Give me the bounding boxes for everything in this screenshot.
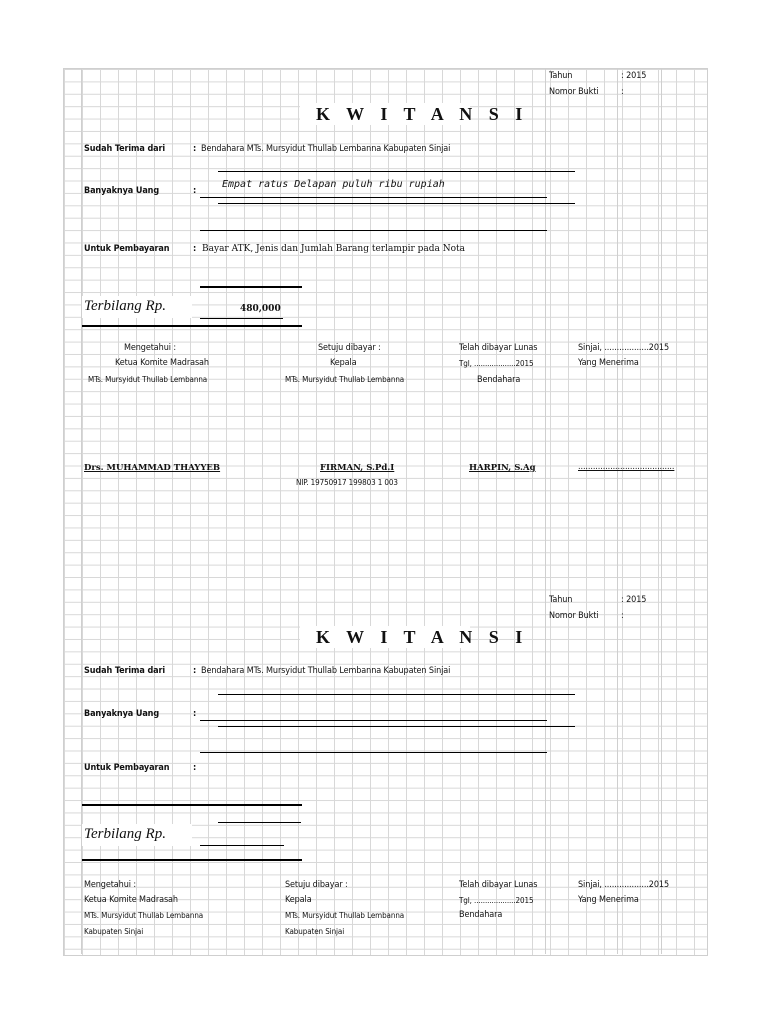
underline [200, 720, 547, 721]
underline [218, 694, 575, 695]
signature-kepala: FIRMAN, S.Pd.I [320, 463, 395, 473]
banyaknya-uang-value: Empat ratus Delapan puluh ribu rupiah [222, 179, 445, 190]
sudah-terima-value: Bendahara MTs. Mursyidut Thullab Lembanna Kabupaten Sinjai [201, 666, 451, 676]
mengetahui-label: Mengetahui : [124, 343, 176, 353]
nomor-bukti-value: : [621, 87, 624, 97]
sudah-terima-colon: : [193, 666, 197, 676]
lunas-label: Telah dibayar Lunas [459, 343, 538, 353]
banyaknya-uang-colon: : [193, 709, 197, 719]
tgl-label: Tgl, ...................2015 [459, 359, 534, 368]
grid-column-line [545, 68, 546, 954]
nip-kepala: NIP. 19750917 199803 1 003 [296, 478, 398, 487]
yang-menerima-label: Yang Menerima [578, 895, 639, 905]
kepala-label: Kepala [285, 895, 312, 905]
nomor-bukti-label: Nomor Bukti [549, 87, 599, 97]
ketua-kabupaten: Kabupaten Sinjai [84, 927, 144, 936]
ketua-komite-label: Ketua Komite Madrasah [115, 358, 209, 368]
ketua-institution: MTs. Mursyidut Thullab Lembanna [88, 375, 208, 384]
bendahara-label: Bendahara [459, 910, 503, 920]
amount-value: 480,000 [240, 304, 281, 314]
untuk-pembayaran-colon: : [193, 763, 197, 773]
tahun-value: : 2015 [621, 595, 647, 605]
ketua-komite-label: Ketua Komite Madrasah [84, 895, 178, 905]
tahun-label: Tahun [549, 71, 573, 81]
sudah-terima-colon: : [193, 144, 197, 154]
lunas-label: Telah dibayar Lunas [459, 880, 538, 890]
banyaknya-uang-label: Banyaknya Uang [84, 709, 160, 719]
signature-ketua: Drs. MUHAMMAD THAYYEB [84, 463, 221, 473]
signature-penerima: ....................................... [578, 462, 675, 472]
amount-underline [218, 822, 301, 823]
amount-underline [200, 845, 284, 846]
grid-column-line [661, 68, 662, 954]
sinjai-date: Sinjai, ..................2015 [578, 880, 670, 890]
underline [218, 171, 575, 172]
setuju-label: Setuju dibayar : [285, 880, 348, 890]
receipt-title: K W I T A N S I [316, 104, 529, 124]
bendahara-label: Bendahara [477, 375, 521, 385]
nomor-bukti-value: : [621, 611, 624, 621]
terbilang-label: Terbilang Rp. [84, 298, 166, 314]
kepala-institution: MTs. Mursyidut Thullab Lembanna [285, 911, 405, 920]
amount-underline [200, 318, 283, 319]
mengetahui-label: Mengetahui : [84, 880, 136, 890]
kepala-institution: MTs. Mursyidut Thullab Lembanna [285, 375, 405, 384]
tahun-value: : 2015 [621, 71, 647, 81]
amount-box-top [82, 804, 302, 806]
underline [200, 752, 547, 753]
banyaknya-uang-label: Banyaknya Uang [84, 186, 160, 196]
sudah-terima-value: Bendahara MTs. Mursyidut Thullab Lembanna Kabupaten Sinjai [201, 144, 451, 154]
underline [218, 726, 575, 727]
amount-box-top [200, 286, 302, 288]
sinjai-date: Sinjai, ..................2015 [578, 343, 670, 353]
underline [218, 203, 575, 204]
grid-column-line [617, 68, 618, 954]
spreadsheet-grid [63, 68, 708, 956]
yang-menerima-label: Yang Menerima [578, 358, 639, 368]
underline [200, 197, 547, 198]
underline [200, 230, 547, 231]
kepala-label: Kepala [330, 358, 357, 368]
amount-box-bottom [82, 859, 302, 861]
receipt-title: K W I T A N S I [316, 627, 529, 647]
untuk-pembayaran-value: Bayar ATK, Jenis dan Jumlah Barang terlampir pada Nota [202, 244, 466, 254]
tahun-label: Tahun [549, 595, 573, 605]
sudah-terima-label: Sudah Terima dari [84, 666, 166, 676]
kepala-kabupaten: Kabupaten Sinjai [285, 927, 345, 936]
amount-box-bottom [82, 325, 302, 327]
untuk-pembayaran-colon: : [193, 244, 197, 254]
nomor-bukti-label: Nomor Bukti [549, 611, 599, 621]
ketua-institution: MTs. Mursyidut Thullab Lembanna [84, 911, 204, 920]
setuju-label: Setuju dibayar : [318, 343, 381, 353]
tgl-label: Tgl, ...................2015 [459, 896, 534, 905]
untuk-pembayaran-label: Untuk Pembayaran [84, 244, 170, 254]
signature-bendahara: HARPIN, S.Ag [469, 463, 536, 473]
sudah-terima-label: Sudah Terima dari [84, 144, 166, 154]
terbilang-label: Terbilang Rp. [84, 826, 166, 842]
grid-column-line [81, 68, 82, 954]
untuk-pembayaran-label: Untuk Pembayaran [84, 763, 170, 773]
banyaknya-uang-colon: : [193, 186, 197, 196]
